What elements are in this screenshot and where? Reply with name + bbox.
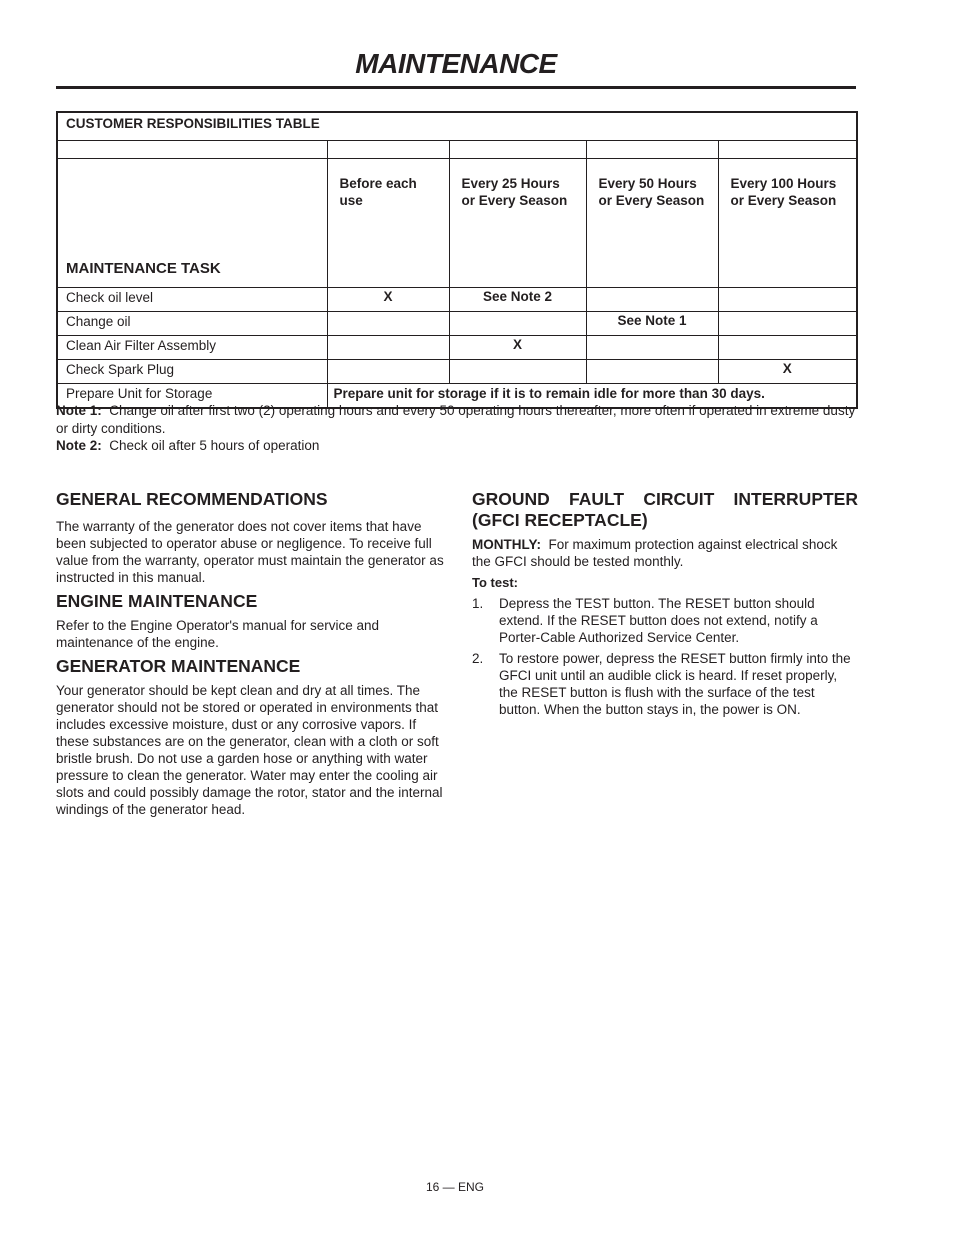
column-header: Every 25 Hours or Every Season — [449, 159, 586, 288]
monthly-text: For maximum protection against electrical shock the GFCI should be tested monthly. — [472, 537, 838, 569]
gfci-monthly-paragraph — [472, 536, 858, 570]
page-title: MAINTENANCE — [355, 48, 557, 79]
schedule-cell — [718, 312, 857, 336]
column-header: Every 100 Hours or Every Season — [718, 159, 857, 288]
table-header-row — [57, 159, 857, 288]
maintenance-task-header: MAINTENANCE TASK — [57, 159, 327, 288]
note-2 — [56, 437, 858, 455]
table-spacer-row — [57, 141, 857, 159]
storage-note-cell: Prepare unit for storage if it is to remain idle for more than 30 days. — [327, 384, 857, 409]
schedule-cell — [586, 360, 718, 384]
schedule-cell — [718, 336, 857, 360]
schedule-cell: X — [718, 360, 857, 384]
generator-maintenance-text: Your generator should be kept clean and dry at all times. The generator should not be stored or operated in environments that includes excessive moisture, dust or any corrosive vapors. If these substances are on the generator, clean with a cloth or soft bristle brush. Do not use a garden hose or anything with water pressure to clean the generator. Water may enter the cooling air slots and could possibly damage the rotor, stator and the internal windings of the generator head. — [56, 683, 443, 817]
task-cell: Check Spark Plug — [57, 360, 327, 384]
note-text: Check oil after 5 hours of operation — [109, 438, 320, 453]
table-heading: CUSTOMER RESPONSIBILITIES TABLE — [57, 112, 857, 141]
left-column — [56, 489, 444, 818]
step-text: To restore power, depress the RESET button firmly into the GFCI unit until an audible click is heard. If reset properly, the RESET button is flush with the surface of the test button. When the button stays in, the power is ON. — [499, 651, 851, 717]
table-notes — [56, 402, 858, 455]
customer-responsibilities-table — [56, 111, 858, 409]
note-label: Note 1: — [56, 403, 102, 418]
generator-maintenance-heading: GENERATOR MAINTENANCE — [56, 656, 301, 676]
title-rule — [56, 86, 856, 89]
schedule-cell — [586, 336, 718, 360]
page-footer: 16 — ENG — [425, 1180, 485, 1194]
schedule-cell — [327, 312, 449, 336]
step-text: Depress the TEST button. The RESET button should extend. If the RESET button does not extend, notify a Porter-Cable Authorized Service Center. — [499, 596, 818, 645]
task-cell: Change oil — [57, 312, 327, 336]
right-column — [472, 489, 858, 722]
gfci-heading: GROUND FAULT CIRCUIT INTERRUPTER (GFCI RECEPTACLE) — [472, 489, 858, 530]
list-item — [472, 650, 858, 718]
schedule-cell: X — [327, 288, 449, 312]
schedule-cell — [449, 360, 586, 384]
schedule-cell — [327, 360, 449, 384]
general-recommendations-heading: GENERAL RECOMMENDATIONS — [56, 489, 328, 509]
list-item — [472, 595, 858, 646]
schedule-cell — [586, 288, 718, 312]
note-text: Change oil after first two (2) operating hours and every 50 operating hours thereafter, more often if operated in extreme dusty or dirty conditions. — [56, 403, 856, 436]
monthly-label: MONTHLY: — [472, 537, 541, 552]
column-header: Every 50 Hours or Every Season — [586, 159, 718, 288]
task-cell: Check oil level — [57, 288, 327, 312]
table-row — [57, 360, 857, 384]
task-cell: Clean Air Filter Assembly — [57, 336, 327, 360]
to-test-label: To test: — [472, 575, 518, 590]
column-header: Before each use — [327, 159, 449, 288]
table-row — [57, 312, 857, 336]
table-row — [57, 288, 857, 312]
table-row — [57, 336, 857, 360]
task-cell: Prepare Unit for Storage — [57, 384, 327, 409]
schedule-cell — [449, 312, 586, 336]
schedule-cell — [327, 336, 449, 360]
schedule-cell: See Note 1 — [586, 312, 718, 336]
engine-maintenance-heading: ENGINE MAINTENANCE — [56, 591, 258, 611]
note-1 — [56, 402, 858, 437]
step-number: 1. — [472, 596, 484, 611]
gfci-test-steps — [472, 595, 858, 718]
schedule-cell: X — [449, 336, 586, 360]
general-recommendations-text: The warranty of the generator does not cover items that have been subjected to operator abuse or negligence. To receive full value from the warranty, operator must maintain the generator as instructed in this manual. — [56, 519, 444, 585]
schedule-cell: See Note 2 — [449, 288, 586, 312]
engine-maintenance-text: Refer to the Engine Operator's manual for service and maintenance of the engine. — [56, 618, 379, 650]
step-number: 2. — [472, 651, 484, 666]
schedule-cell — [718, 288, 857, 312]
note-label: Note 2: — [56, 438, 102, 453]
